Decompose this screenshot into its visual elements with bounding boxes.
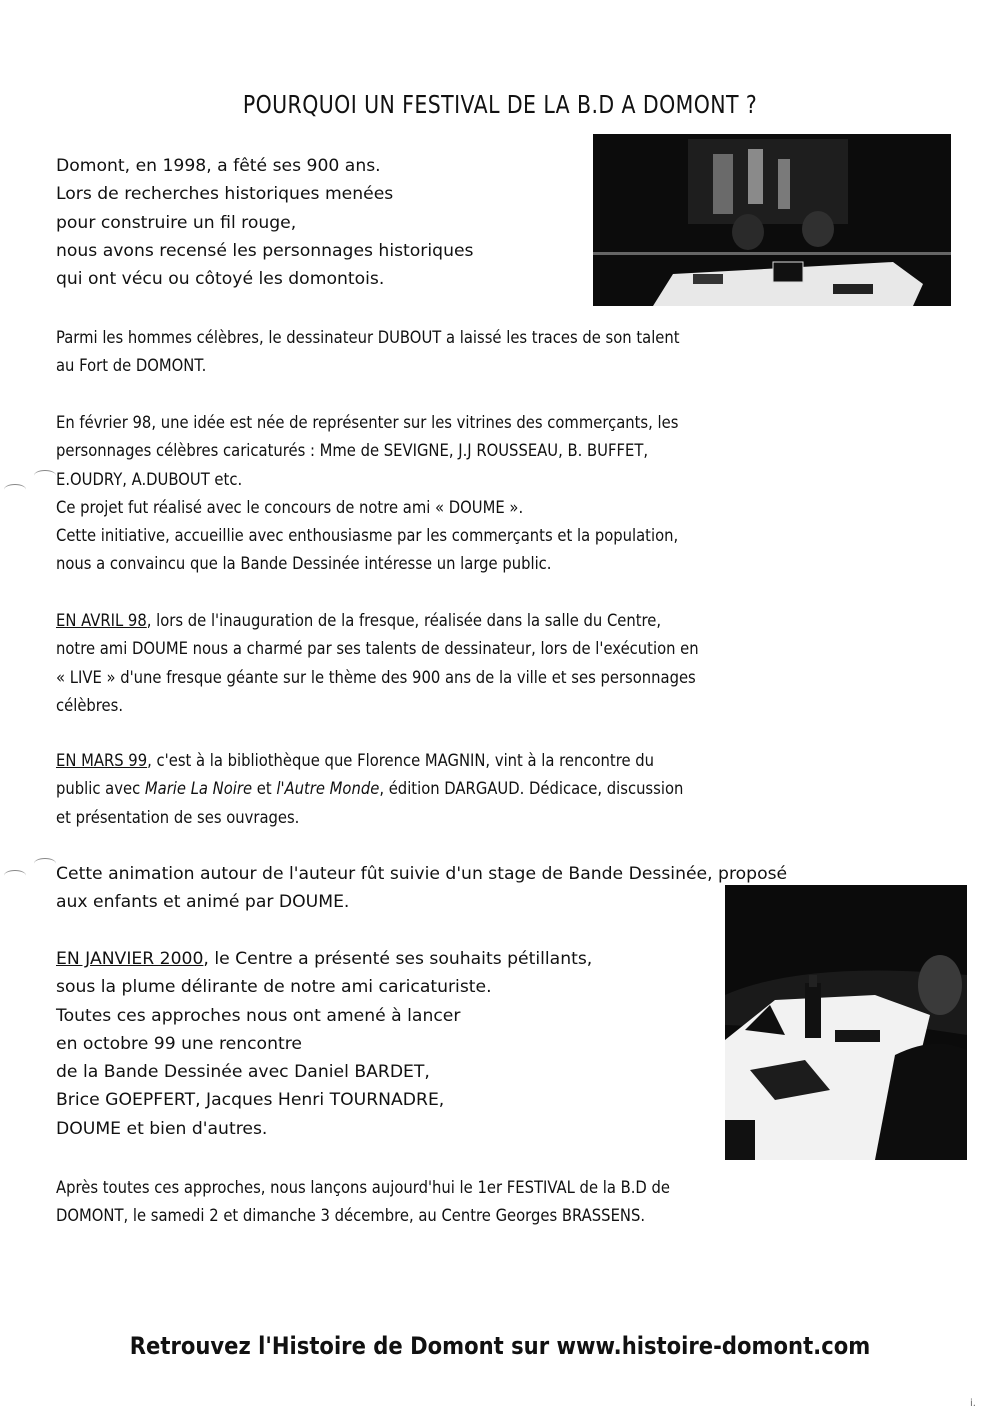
- text-line: sous la plume délirante de notre ami caricaturiste.: [56, 977, 492, 998]
- scan-mark: [4, 870, 26, 881]
- mars-paragraph: [56, 747, 785, 832]
- section-heading-janvier: EN JANVIER 2000: [56, 949, 204, 969]
- text-fragment: public avec: [56, 779, 145, 800]
- text-line: et présentation de ses ouvrages.: [56, 807, 300, 828]
- footer-website-link[interactable]: Retrouvez l'Histoire de Domont sur www.histoire-domont.com: [129, 1332, 871, 1360]
- text-line: notre ami DOUME nous a charmé par ses talents de dessinateur, lors de l'exécution en: [56, 639, 699, 660]
- text-line: au Fort de DOMONT.: [56, 356, 207, 377]
- text-line: Ce projet fut réalisé avec le concours de notre ami « DOUME ».: [56, 497, 524, 518]
- page-title: POURQUOI UN FESTIVAL DE LA B.D A DOMONT ?: [242, 90, 758, 119]
- avril-paragraph: [56, 607, 803, 720]
- text-fragment: , le Centre a présenté ses souhaits pétillants,: [203, 949, 593, 969]
- text-line: Cette initiative, accueillie avec enthousiasme par les commerçants et la population,: [56, 526, 679, 547]
- text-line: Parmi les hommes célèbres, le dessinateur DUBOUT a laissé les traces de son talent: [56, 328, 680, 348]
- text-line: En février 98, une idée est née de représenter sur les vitrines des commerçants, les: [56, 413, 679, 433]
- text-line: pour construire un fil rouge,: [56, 212, 297, 233]
- text-line: Cette animation autour de l'auteur fût suivie d'un stage de Bande Dessinée, proposé: [56, 864, 788, 884]
- conclusion-paragraph: [56, 1174, 770, 1231]
- text-line: de la Bande Dessinée avec Daniel BARDET,: [56, 1062, 430, 1083]
- fevrier-paragraph: [56, 409, 780, 579]
- photo-image: [725, 885, 967, 1160]
- text-line: « LIVE » d'une fresque géante sur le thème des 900 ans de la ville et ses personnages: [56, 667, 696, 688]
- book-title: l'Autre Monde: [276, 779, 380, 800]
- text-line: DOMONT, le samedi 2 et dimanche 3 décembre, au Centre Georges BRASSENS.: [56, 1206, 646, 1227]
- text-line: nous avons recensé les personnages historiques: [56, 240, 474, 261]
- text-line: Brice GOEPFERT, Jacques Henri TOURNADRE,: [56, 1090, 445, 1111]
- scan-mark: [34, 858, 56, 869]
- text-line: aux enfants et animé par DOUME.: [56, 892, 350, 913]
- text-line: Après toutes ces approches, nous lançons aujourd'hui le 1er FESTIVAL de la B.D de: [56, 1178, 670, 1198]
- text-line: célèbres.: [56, 695, 124, 716]
- section-heading-mars: EN MARS 99: [56, 751, 148, 771]
- text-line: Domont, en 1998, a fêté ses 900 ans.: [56, 156, 381, 176]
- section-heading-avril: EN AVRIL 98: [56, 611, 147, 631]
- book-title: Marie La Noire: [144, 779, 253, 800]
- page-mark: i.: [970, 1398, 976, 1409]
- text-fragment: et: [252, 779, 277, 800]
- text-line: qui ont vécu ou côtoyé les domontois.: [56, 269, 385, 290]
- text-line: E.OUDRY, A.DUBOUT etc.: [56, 469, 243, 490]
- dubout-paragraph: [56, 324, 781, 381]
- text-line: en octobre 99 une rencontre: [56, 1033, 302, 1054]
- text-fragment: , c'est à la bibliothèque que Florence MAGNIN, vint à la rencontre du: [147, 751, 655, 771]
- text-line: Lors de recherches historiques menées: [56, 184, 394, 205]
- text-fragment: , édition DARGAUD. Dédicace, discussion: [379, 779, 684, 800]
- text-line: personnages célèbres caricaturés : Mme de SEVIGNE, J.J ROUSSEAU, B. BUFFET,: [56, 441, 649, 462]
- photo-table-with-bottle: [725, 885, 967, 1160]
- photo-image: [593, 134, 951, 306]
- text-line: Toutes ces approches nous ont amené à lancer: [56, 1005, 461, 1026]
- photo-dedication-table: [593, 134, 951, 306]
- text-fragment: , lors de l'inauguration de la fresque, réalisée dans la salle du Centre,: [146, 611, 662, 631]
- janvier-paragraph: [56, 945, 592, 1143]
- stage-paragraph: [56, 860, 787, 917]
- scan-mark: [34, 470, 56, 481]
- text-line: nous a convaincu que la Bande Dessinée intéresse un large public.: [56, 554, 552, 575]
- scan-mark: [4, 484, 26, 495]
- intro-paragraph: [56, 152, 474, 293]
- text-line: DOUME et bien d'autres.: [56, 1118, 268, 1139]
